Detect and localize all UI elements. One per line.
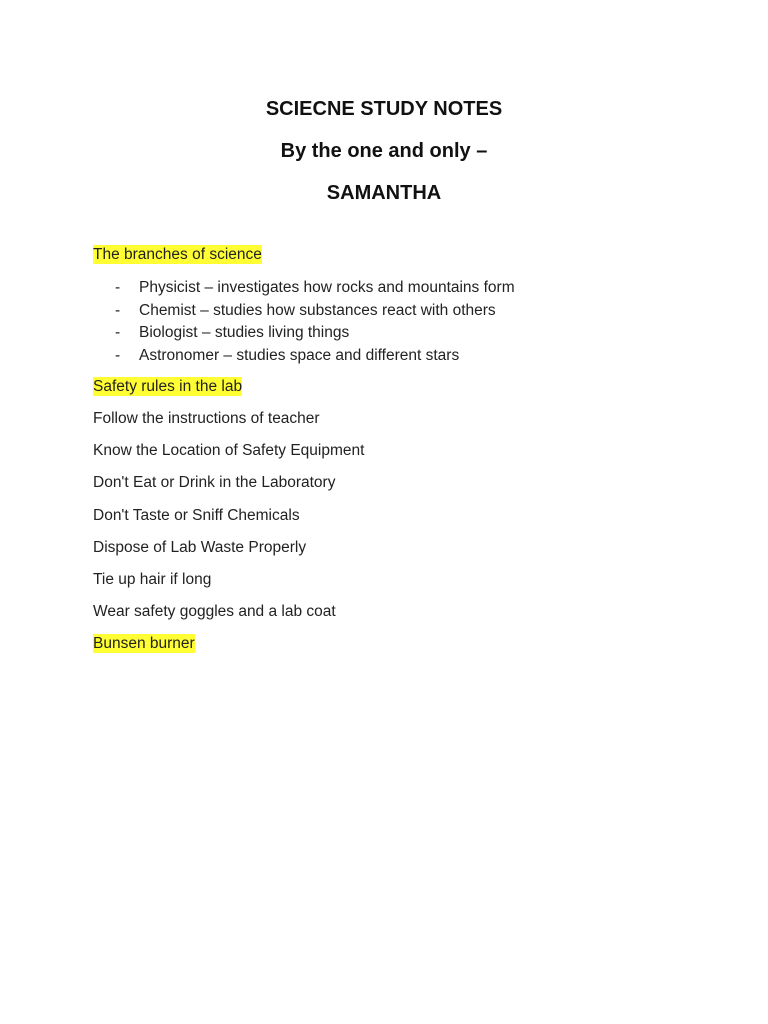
list-item-text: Chemist – studies how substances react with others xyxy=(139,301,496,319)
bullet-marker: - xyxy=(115,346,121,364)
author-name: SAMANTHA xyxy=(326,182,442,204)
safety-rule: Know the Location of Safety Equipment xyxy=(93,442,365,459)
safety-rule: Don't Taste or Sniff Chemicals xyxy=(93,507,300,524)
list-item xyxy=(113,345,515,368)
safety-rule: Follow the instructions of teacher xyxy=(93,410,320,427)
bullet-marker: - xyxy=(115,279,121,296)
page-title: SCIECNE STUDY NOTES xyxy=(265,98,503,120)
safety-rule: Tie up hair if long xyxy=(93,571,212,588)
bullet-marker: - xyxy=(115,301,121,319)
safety-heading-text: Safety rules in the lab xyxy=(93,378,243,395)
safety-heading xyxy=(93,377,242,397)
title-block xyxy=(0,88,768,214)
bunsen-heading xyxy=(93,634,195,654)
list-item-text: Biologist – studies living things xyxy=(139,324,350,342)
page-subtitle: By the one and only – xyxy=(280,140,488,162)
safety-rule: Dispose of Lab Waste Properly xyxy=(93,539,307,556)
list-item-text: Astronomer – studies space and different stars xyxy=(139,346,460,364)
list-item xyxy=(113,300,515,323)
bunsen-heading-text: Bunsen burner xyxy=(93,635,195,652)
list-item xyxy=(113,322,515,345)
safety-rule: Wear safety goggles and a lab coat xyxy=(93,603,336,620)
list-item xyxy=(113,277,515,300)
branches-heading xyxy=(93,245,262,265)
list-item-text: Physicist – investigates how rocks and mountains form xyxy=(139,279,515,296)
bullet-marker: - xyxy=(115,324,121,342)
safety-rule: Don't Eat or Drink in the Laboratory xyxy=(93,474,336,491)
branches-list xyxy=(113,277,515,367)
branches-heading-text: The branches of science xyxy=(93,246,262,263)
